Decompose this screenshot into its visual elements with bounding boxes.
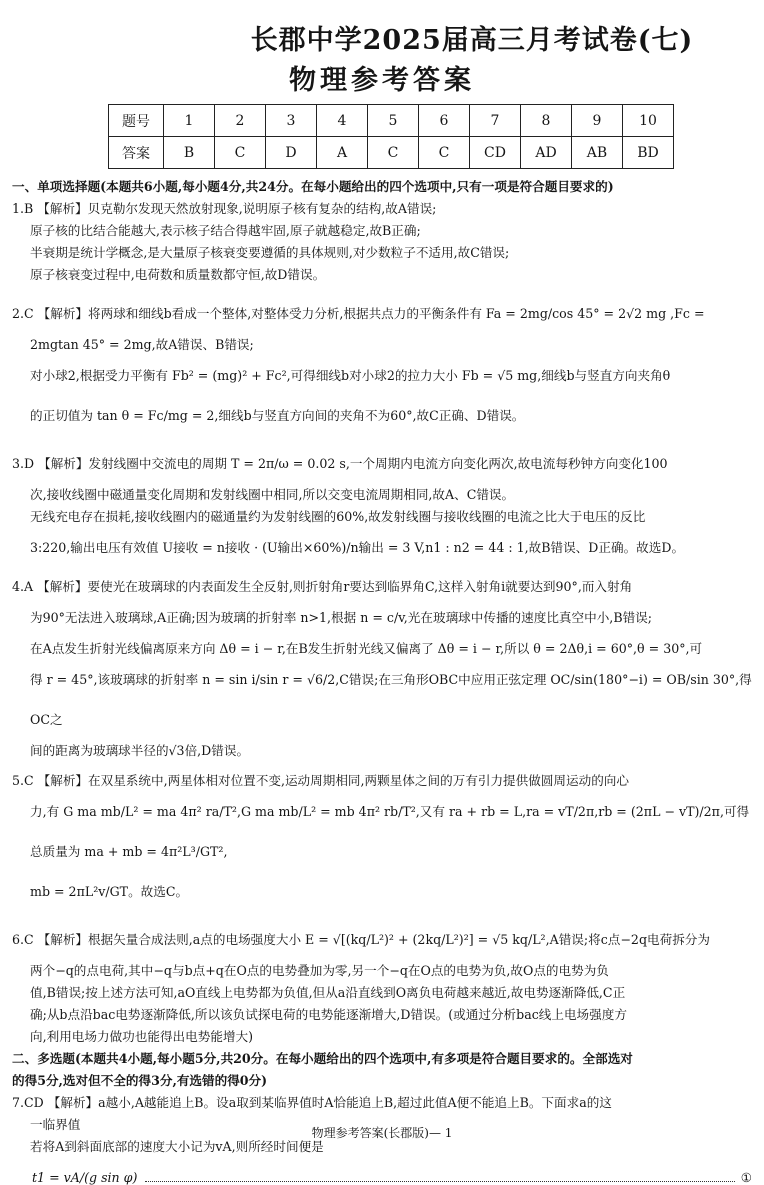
equation-line (12, 1170, 752, 1185)
solution-line: 对小球2,根据受力平衡有 Fb² = (mg)² + Fc²,可得细线b对小球2的拉力大小 Fb = √5 mg,细线b与竖直方向夹角θ (30, 368, 671, 383)
table-cell: 2 (215, 105, 266, 137)
solution-line: 得 r = 45°,该玻璃球的折射率 n = sin i/sin r = √6/2,C错误;在三角形OBC中应用正弦定理 OC/sin(180°−i) = OB/sin 30°,得OC之 (30, 672, 752, 727)
answer-title: 物理参考答案 (289, 65, 475, 96)
answer-table-row-numbers (109, 105, 674, 137)
equation-number: ① (740, 1170, 752, 1185)
table-cell: A (317, 137, 368, 169)
table-cell: 6 (419, 105, 470, 137)
solution-line: 间的距离为玻璃球半径的√3倍,D错误。 (30, 743, 250, 758)
equation: t1 = vA/(g sin φ) (32, 1170, 138, 1185)
section-line: 二、多选题(本题共4小题,每小题5分,共20分。在每小题给出的四个选项中,有多项是符合题目要求的。全部选对 (12, 1051, 633, 1066)
table-cell: 8 (521, 105, 572, 137)
table-cell: C (215, 137, 266, 169)
solution-line: 次,接收线圈中磁通量变化周期和发射线圈中相同,所以交变电流周期相同,故A、C错误。 (30, 487, 515, 502)
solution-line: mb = 2πL²v/GT。故选C。 (30, 884, 189, 899)
solution-line: 向,利用电场力做功也能得出电势能增大) (30, 1029, 254, 1044)
solution-line: 原子核衰变过程中,电荷数和质量数都守恒,故D错误。 (30, 267, 326, 282)
table-cell: 3 (266, 105, 317, 137)
table-cell: 7 (470, 105, 521, 137)
solution-line: 两个−q的点电荷,其中−q与b点+q在O点的电势叠加为零,另一个−q在O点的电势为负,故O点的电势为负 (30, 963, 609, 978)
table-cell: C (419, 137, 470, 169)
solution-q1 (12, 198, 752, 286)
solution-line: 3.D 【解析】发射线圈中交流电的周期 T = 2π/ω = 0.02 s,一个周期内电流方向变化两次,故电流每秒钟方向变化100 (12, 456, 668, 471)
exam-title: 长郡中学2025届高三月考试卷(七) (250, 25, 694, 56)
solution-q5 (12, 770, 752, 912)
page-footer: 物理参考答案(长郡版)— 1 (311, 1126, 453, 1140)
table-cell: 10 (623, 105, 674, 137)
solution-line: 力,有 G ma mb/L² = ma 4π² ra/T²,G ma mb/L² = mb 4π² rb/T²,又有 ra + rb = L,ra = vT/2π,rb = (2πL − vT)/2π,可得总质量为 ma + mb = 4π²L³/GT², (30, 804, 750, 859)
table-cell: CD (470, 137, 521, 169)
solution-line: 为90°无法进入玻璃球,A正确;因为玻璃的折射率 n>1,根据 n = c/v,光在玻璃球中传播的速度比真空中小,B错误; (30, 610, 653, 625)
solution-line: 2mgtan 45° = 2mg,故A错误、B错误; (30, 337, 254, 352)
solution-q4 (12, 576, 752, 762)
solution-q3 (12, 444, 752, 568)
table-cell: 9 (572, 105, 623, 137)
solution-line: 半衰期是统计学概念,是大量原子核衰变要遵循的具体规则,对少数粒子不适用,故C错误; (30, 245, 510, 260)
solution-line: 确;从b点沿bac电势逐渐降低,所以该负试探电荷的电势能逐渐增大,D错误。(或通过分析bac线上电场强度方 (30, 1007, 627, 1022)
table-cell: AD (521, 137, 572, 169)
solution-line: 2.C 【解析】将两球和细线b看成一个整体,对整体受力分析,根据共点力的平衡条件有 Fa = 2mg/cos 45° = 2√2 mg ,Fc = (12, 306, 705, 321)
solution-line: 无线充电存在损耗,接收线圈内的磁通量约为发射线圈的60%,故发射线圈与接收线圈的电流之比大于电压的反比 (30, 509, 646, 524)
solution-line: 5.C 【解析】在双星系统中,两星体相对位置不变,运动周期相同,两颗星体之间的万有引力提供做圆周运动的向心 (12, 773, 629, 788)
table-cell: C (368, 137, 419, 169)
table-cell: 题号 (109, 105, 164, 137)
table-cell: D (266, 137, 317, 169)
table-cell: 1 (164, 105, 215, 137)
solution-line: 6.C 【解析】根据矢量合成法则,a点的电场强度大小 E = √[(kq/L²)² + (2kq/L²)²] = √5 kq/L²,A错误;将c点−2q电荷拆分为 (12, 932, 710, 947)
solution-line: 若将A到斜面底部的速度大小记为vA,则所经时间便是 (30, 1139, 324, 1154)
solution-line: 的正切值为 tan θ = Fc/mg = 2,细线b与竖直方向间的夹角不为60°,故C正确、D错误。 (30, 408, 525, 423)
solution-q6 (12, 920, 752, 1048)
solution-line: 7.CD 【解析】a越小,A越能追上B。设a取到某临界值时A恰能追上B,超过此值A便不能追上B。下面求a的这 (12, 1095, 612, 1110)
table-cell: 5 (368, 105, 419, 137)
solution-line: 值,B错误;按上述方法可知,aO直线上电势都为负值,但从a沿直线到O离负电荷越来越近,故电势逐渐降低,C正 (30, 985, 626, 1000)
solution-line: 原子核的比结合能越大,表示核子结合得越牢固,原子就越稳定,故B正确; (30, 223, 421, 238)
table-cell: B (164, 137, 215, 169)
table-cell: AB (572, 137, 623, 169)
leader-dots (145, 1173, 734, 1182)
solution-line: 4.A 【解析】要使光在玻璃球的内表面发生全反射,则折射角r要达到临界角C,这样入射角i就要达到90°,而入射角 (12, 579, 633, 594)
solution-line: 1.B 【解析】贝克勒尔发现天然放射现象,说明原子核有复杂的结构,故A错误; (12, 201, 437, 216)
solution-line: 在A点发生折射光线偏离原来方向 Δθ = i − r,在B发生折射光线又偏离了 Δθ = i − r,所以 θ = 2Δθ,i = 60°,θ = 30°,可 (30, 641, 703, 656)
solution-line: 3:220,输出电压有效值 U接收 = n接收 · (U输出×60%)/n输出 = 3 V,n1 : n2 = 44 : 1,故B错误、D正确。故选D。 (30, 540, 685, 555)
answer-table-row-answers (109, 137, 674, 169)
table-cell: 答案 (109, 137, 164, 169)
solution-q2 (12, 294, 752, 436)
section-line: 的得5分,选对但不全的得3分,有选错的得0分) (12, 1073, 268, 1088)
section-heading-multi-choice (12, 1048, 752, 1092)
solutions-body (12, 176, 752, 1185)
table-cell: 4 (317, 105, 368, 137)
answer-table (108, 104, 674, 169)
table-cell: BD (623, 137, 674, 169)
solution-line: 一临界值 (30, 1117, 81, 1132)
section-heading-single-choice: 一、单项选择题(本题共6小题,每小题4分,共24分。在每小题给出的四个选项中,只有一项是符合题目要求的) (12, 179, 614, 194)
